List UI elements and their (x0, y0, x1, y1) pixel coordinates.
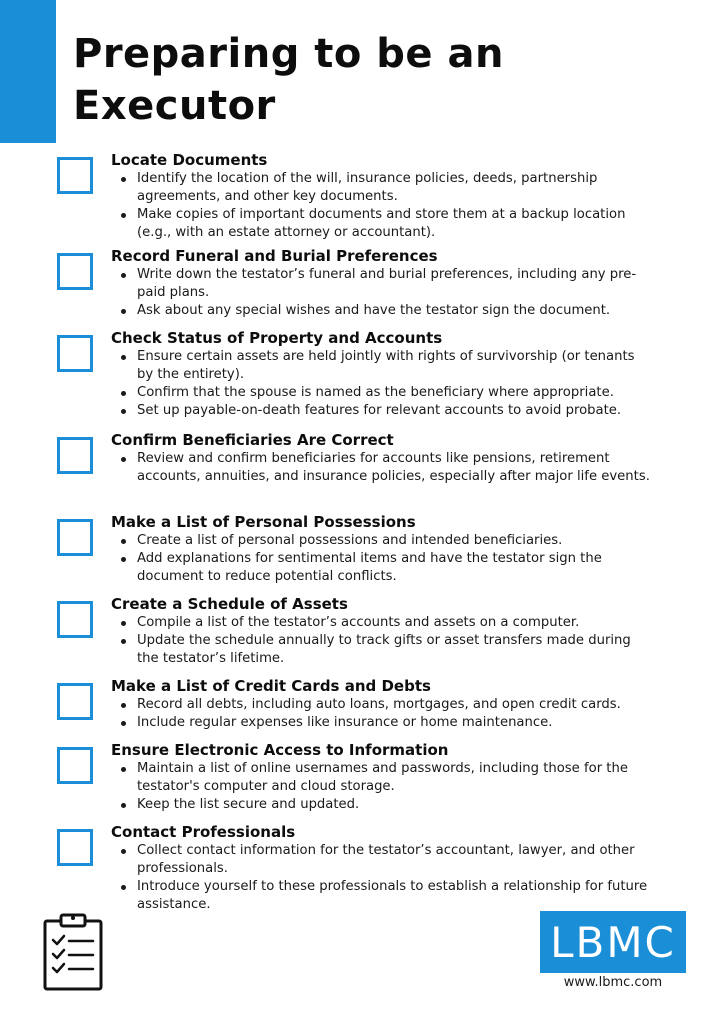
bullet-item: Include regular expenses like insurance or home maintenance. (117, 714, 652, 732)
checkbox-icon[interactable] (57, 747, 93, 784)
bullet-item: Maintain a list of online usernames and passwords, including those for the testator's computer and cloud storage. (117, 760, 652, 796)
logo-text: LBMC (550, 917, 676, 967)
lbmc-logo (540, 911, 686, 973)
bullet-list (117, 348, 652, 420)
bullet-item: Introduce yourself to these professionals to establish a relationship for future assistance. (117, 878, 652, 914)
bullet-item: Ensure certain assets are held jointly with rights of survivorship (or tenants by the entirety). (117, 348, 652, 384)
clipboard-checklist-icon (42, 912, 104, 992)
title-line-2: Executor (73, 83, 276, 129)
section-heading: Create a Schedule of Assets (111, 595, 348, 613)
bullet-item: Review and confirm beneficiaries for accounts like pensions, retirement accounts, annuities, and insurance policies, especially after major life events. (117, 450, 652, 486)
bullet-list (117, 760, 652, 814)
section-heading: Make a List of Personal Possessions (111, 513, 416, 531)
bullet-item: Add explanations for sentimental items and have the testator sign the document to reduce potential conflicts. (117, 550, 652, 586)
checkbox-icon[interactable] (57, 683, 93, 720)
bullet-list (117, 532, 652, 586)
bullet-list (117, 614, 652, 668)
bullet-item: Write down the testator’s funeral and burial preferences, including any pre-paid plans. (117, 266, 652, 302)
bullet-list (117, 696, 652, 732)
website-url[interactable]: www.lbmc.com (563, 975, 663, 990)
section-heading: Make a List of Credit Cards and Debts (111, 677, 431, 695)
title-line-1: Preparing to be an (73, 31, 504, 77)
section-heading: Check Status of Property and Accounts (111, 329, 443, 347)
bullet-list (117, 266, 652, 320)
bullet-item: Compile a list of the testator’s accounts and assets on a computer. (117, 614, 652, 632)
bullet-item: Record all debts, including auto loans, mortgages, and open credit cards. (117, 696, 652, 714)
checkbox-icon[interactable] (57, 519, 93, 556)
bullet-item: Make copies of important documents and store them at a backup location (e.g., with an estate attorney or accountant). (117, 206, 652, 242)
checkbox-icon[interactable] (57, 437, 93, 474)
bullet-item: Collect contact information for the testator’s accountant, lawyer, and other professionals. (117, 842, 652, 878)
checkbox-icon[interactable] (57, 829, 93, 866)
bullet-item: Confirm that the spouse is named as the beneficiary where appropriate. (117, 384, 652, 402)
bullet-item: Update the schedule annually to track gifts or asset transfers made during the testator’s lifetime. (117, 632, 652, 668)
checkbox-icon[interactable] (57, 335, 93, 372)
checkbox-icon[interactable] (57, 157, 93, 194)
section-heading: Confirm Beneficiaries Are Correct (111, 431, 394, 449)
section-heading: Locate Documents (111, 151, 268, 169)
section-heading: Record Funeral and Burial Preferences (111, 247, 438, 265)
bullet-item: Ask about any special wishes and have the testator sign the document. (117, 302, 652, 320)
bullet-item: Identify the location of the will, insurance policies, deeds, partnership agreements, and other key documents. (117, 170, 652, 206)
section-heading: Ensure Electronic Access to Information (111, 741, 449, 759)
bullet-list (117, 842, 652, 914)
section-heading: Contact Professionals (111, 823, 296, 841)
checkbox-icon[interactable] (57, 253, 93, 290)
bullet-item: Set up payable-on-death features for relevant accounts to avoid probate. (117, 402, 652, 420)
checkbox-icon[interactable] (57, 601, 93, 638)
bullet-list (117, 450, 652, 486)
bullet-item: Keep the list secure and updated. (117, 796, 652, 814)
bullet-item: Create a list of personal possessions and intended beneficiaries. (117, 532, 652, 550)
bullet-list (117, 170, 652, 242)
